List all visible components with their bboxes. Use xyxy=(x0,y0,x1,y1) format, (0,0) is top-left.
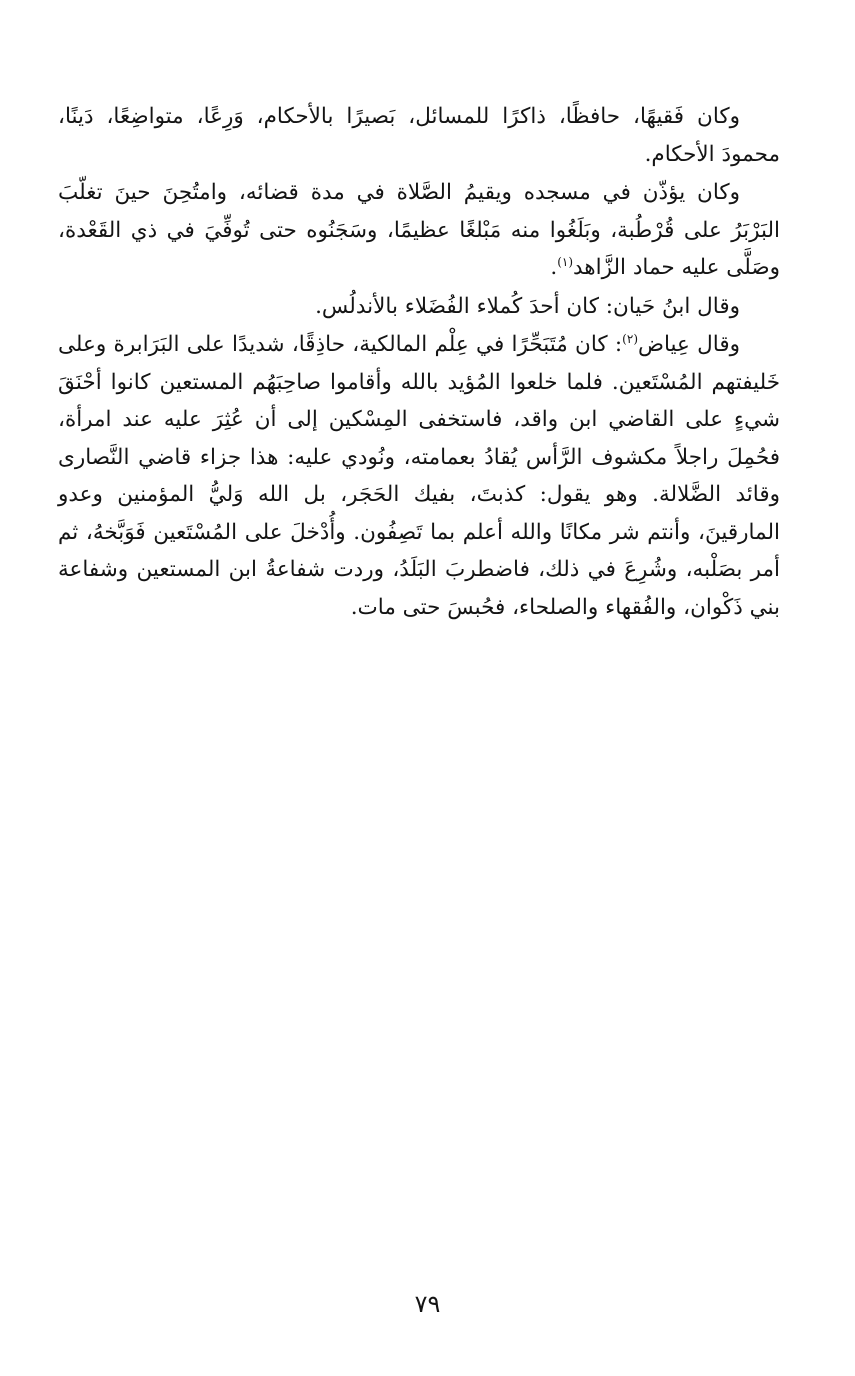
page-number: ٧٩ xyxy=(414,1290,441,1318)
paragraph-4-text: وقال عِياض xyxy=(638,332,740,357)
paragraph-1-text: وكان فَقيهًا، حافظًا، ذاكرًا للمسائل، بَصيرًا بالأحكام، وَرِعًا، متواضِعًا، دَينًا، محمودَ الأحكام. xyxy=(58,104,780,167)
paragraph-2 xyxy=(58,174,780,287)
paragraph-3 xyxy=(58,288,780,326)
paragraph-2-end: . xyxy=(550,255,558,280)
paragraph-2-text: وكان يؤذّن في مسجده ويقيمُ الصَّلاة في مدة قضائه، وامتُحِنَ حينَ تغلّبَ البَرْبَرُ على قُرْطُبة، وبَلَغُوا منه مَبْلغًا عظيمًا، وسَجَنُوه حتى تُوفِّيَ في ذي القَعْدة، وصَلَّى عليه حماد الزَّاهد xyxy=(58,180,780,280)
body-text xyxy=(58,98,780,626)
paragraph-4 xyxy=(58,326,780,626)
paragraph-3-text: وقال ابنُ حَيان: كان أحدَ كُملاء الفُضَلاء بالأندلُس. xyxy=(315,293,740,319)
paragraph-4-rest: : كان مُتَبَحِّرًا في عِلْم المالكية، حاذِقًا، شديدًا على البَرَابرة وعلى خَليفتهم المُسْتَعين. فلما خلعوا المُؤيد بالله وأقاموا صاحِبَهُم المستعين كانوا أحْنَقَ شيءٍ على القاضي ابن واقد، فاستخفى المِسْكين إلى أن عُثِرَ عليه عند امرأة، فحُمِلَ راجلاً مكشوف الرَّأس يُقادُ بعمامته، ونُودي عليه: هذا جزاء قاضي النَّصارى وقائد الضَّلالة. وهو يقول: كذبتَ، بفيك الحَجَر، بل الله وَليُّ المؤمنين وعدو المارقينَ، وأنتم شر مكانًا والله أعلم بما تَصِفُون. وأُدْخلَ على المُسْتَعين فَوَبَّخهُ، ثم أمر بصَلْبه، وشُرِعَ في ذلك، فاضطربَ البَلَدُ، وردت شفاعةُ ابن المستعين وشفاعة بني ذَكْوان، والفُقهاء والصلحاء، فحُبسَ حتى مات. xyxy=(58,332,780,620)
footnote-ref-1[interactable]: (١) xyxy=(557,254,574,269)
paragraph-1 xyxy=(58,98,780,173)
footnote-ref-2[interactable]: (٢) xyxy=(622,331,638,346)
